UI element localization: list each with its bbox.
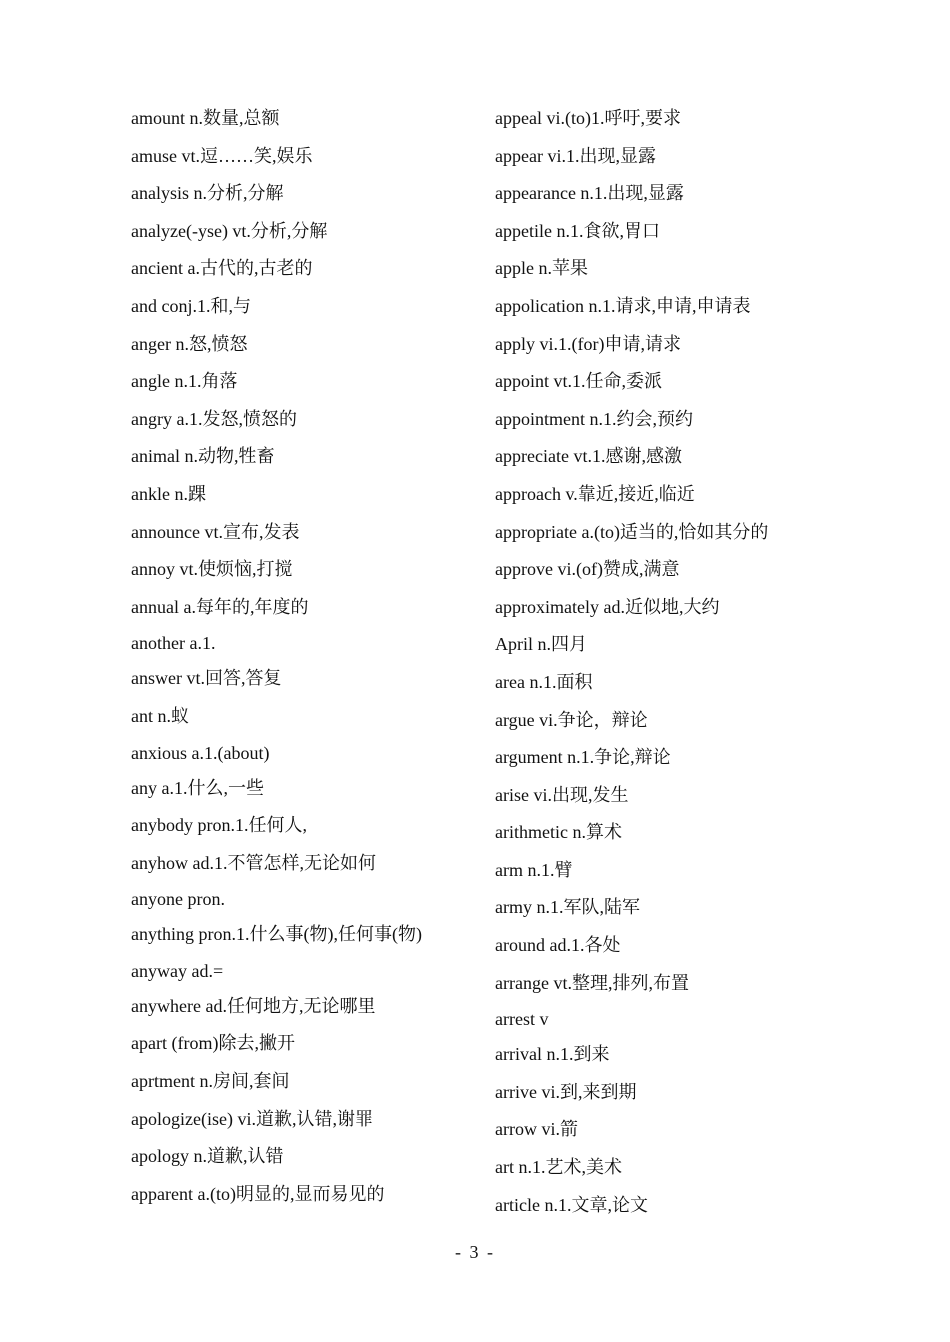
word-entry: amount n.数量,总额	[131, 108, 280, 128]
word-entry: anything pron.1.什么事(物),任何事(物)	[131, 924, 422, 945]
word-entry: announce vt.宣布,发表	[131, 521, 300, 542]
word-entry: appetile n.1.食欲,胃口	[495, 220, 660, 241]
page-number: - 3 -	[455, 1242, 495, 1262]
word-entry: aprtment n.房间,套间	[131, 1071, 290, 1092]
word-entry: argument n.1.争论,辩论	[495, 747, 671, 768]
word-entry: April n.四月	[495, 634, 587, 655]
word-entry: anyway ad.=	[131, 960, 224, 981]
word-entry: appear vi.1.出现,显露	[495, 145, 656, 166]
word-entry: another a.1.	[131, 633, 216, 654]
word-entry: animal n.动物,牲畜	[131, 446, 275, 467]
word-entry: arrange vt.整理,排列,布置	[495, 972, 689, 993]
word-entry: apply vi.1.(for)申请,请求	[495, 333, 681, 354]
word-entry: around ad.1.各处	[495, 935, 621, 956]
word-entry: apple n.苹果	[495, 258, 588, 279]
word-entry: appoint vt.1.任命,委派	[495, 371, 662, 392]
word-entry: arithmetic n.算术	[495, 822, 622, 843]
word-entry: arrival n.1.到来	[495, 1044, 610, 1065]
word-entry: approve vi.(of)赞成,满意	[495, 559, 680, 580]
word-entry: amuse vt.逗……笑,娱乐	[131, 145, 313, 166]
word-entry: anxious a.1.(about)	[131, 742, 270, 763]
word-entry: approximately ad.近似地,大约	[495, 596, 720, 617]
word-entry: apologize(ise) vi.道歉,认错,谢罪	[131, 1108, 373, 1129]
word-entry: art n.1.艺术,美术	[495, 1157, 622, 1178]
word-entry: ankle n.踝	[131, 483, 206, 504]
word-entry: appreciate vt.1.感谢,感激	[495, 446, 682, 467]
word-entry: any a.1.什么,一些	[131, 777, 264, 798]
word-entry: army n.1.军队,陆军	[495, 897, 640, 918]
word-entry: arise vi.出现,发生	[495, 784, 629, 805]
word-entry: appeal vi.(to)1.呼吁,要求	[495, 108, 681, 128]
left-column	[131, 100, 481, 1213]
word-entry: appearance n.1.出现,显露	[495, 183, 684, 204]
word-entry: annoy vt.使烦恼,打搅	[131, 559, 293, 580]
word-entry: arm n.1.臂	[495, 859, 573, 880]
right-column	[495, 100, 855, 1224]
word-entry: analyze(-yse) vt.分析,分解	[131, 220, 328, 241]
word-entry: approach v.靠近,接近,临近	[495, 483, 695, 504]
word-entry: angry a.1.发怒,愤怒的	[131, 408, 297, 429]
word-entry: arrest v	[495, 1009, 549, 1030]
word-entry: anyhow ad.1.不管怎样,无论如何	[131, 852, 376, 873]
word-entry: arrow vi.箭	[495, 1119, 578, 1140]
word-entry: and conj.1.和,与	[131, 295, 251, 316]
word-entry: analysis n.分析,分解	[131, 183, 284, 204]
word-entry: annual a.每年的,年度的	[131, 596, 309, 617]
word-entry: appropriate a.(to)适当的,恰如其分的	[495, 521, 769, 542]
word-entry: ant n.蚁	[131, 705, 189, 726]
word-entry: answer vt.回答,答复	[131, 668, 282, 689]
word-entry: ancient a.古代的,古老的	[131, 258, 313, 279]
word-entry: apart (from)除去,撇开	[131, 1033, 295, 1054]
word-entry: article n.1.文章,论文	[495, 1194, 648, 1215]
word-entry: anger n.怒,愤怒	[131, 333, 248, 354]
word-entry: anyone pron.	[131, 889, 225, 910]
word-entry: arrive vi.到,来到期	[495, 1081, 637, 1102]
word-entry: anywhere ad.任何地方,无论哪里	[131, 995, 376, 1016]
word-entry: apparent a.(to)明显的,显而易见的	[131, 1183, 385, 1204]
word-entry: anybody pron.1.任何人,	[131, 815, 307, 836]
word-entry: appointment n.1.约会,预约	[495, 408, 693, 429]
word-entry: appolication n.1.请求,申请,申请表	[495, 295, 751, 316]
word-entry: apology n.道歉,认错	[131, 1146, 284, 1167]
word-entry: argue vi.争论，辩论	[495, 709, 648, 730]
word-entry: area n.1.面积	[495, 671, 593, 692]
word-entry: angle n.1.角落	[131, 371, 238, 392]
